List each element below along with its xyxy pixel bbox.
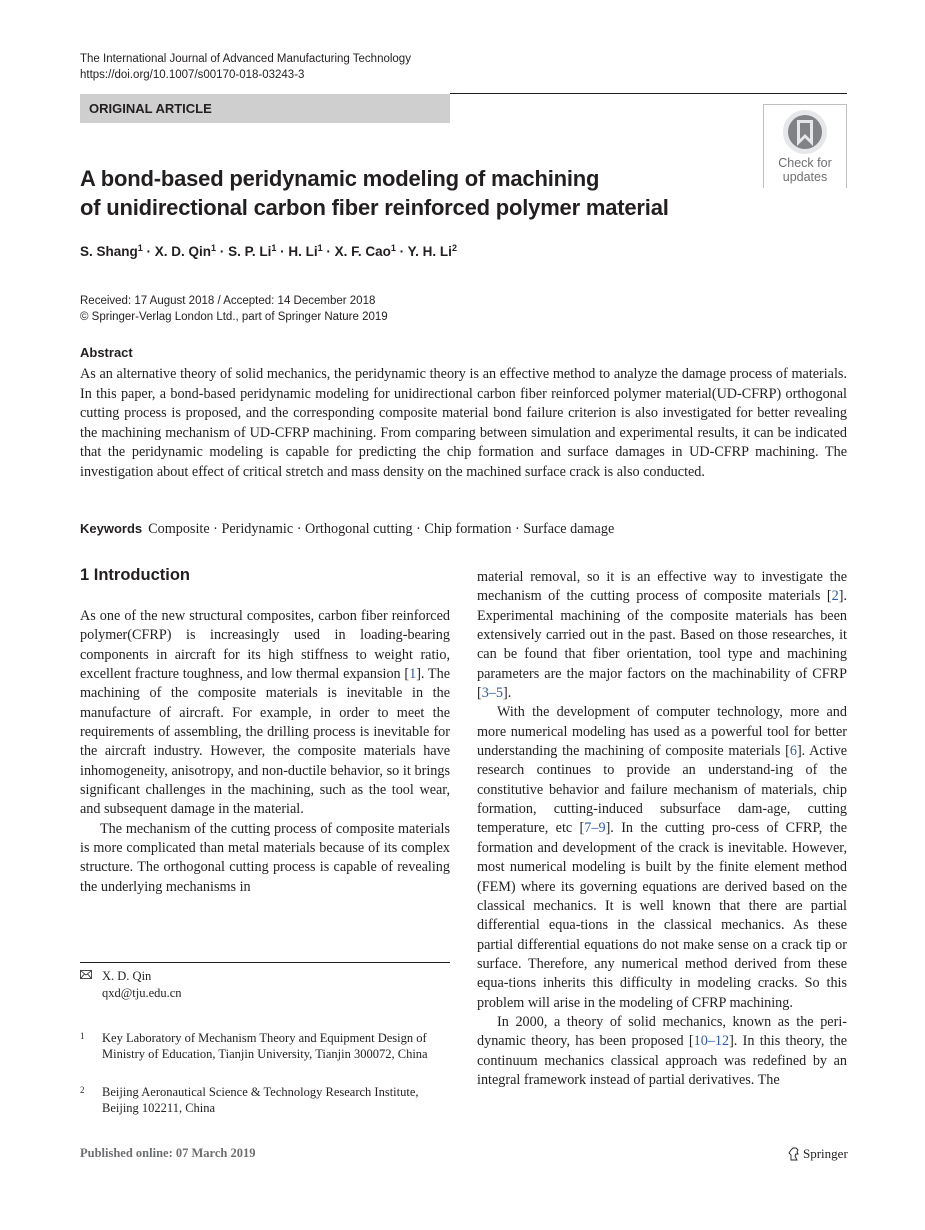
citation-link[interactable]: 3–5	[481, 685, 504, 702]
author-name[interactable]: H. Li	[288, 244, 318, 259]
paragraph-text: ]. Active research continues to provide an understand-ing of the constitutive behavior and failure mechanism of materials, chip formation, cutting-induced subsurface dam-age, cutting temperature, etc [	[477, 743, 847, 837]
abstract-body: As an alternative theory of solid mechanics, the peridynamic theory is an effective method to analyze the damage process of materials. In this paper, a bond-based peridynamic modeling for unidirectional carbon fiber reinforced polymer material(UD-CFRP) orthogonal cutting process is proposed, and the corresponding composite material bond failure criterion is also investigated for better revealing the machining mechanism of UD-CFRP machining. From comparing between simulation and experimental results, it can be indicated that the peridynamic modeling is capable for predicting the chip formation and surface damages in UD-CFRP machining. The investigation about effect of critical stretch and mass density on the machined surface crack is also conducted.	[80, 366, 847, 480]
citation-link[interactable]: 2	[831, 588, 839, 605]
author-affiliation-mark: 1	[211, 243, 217, 253]
paragraph-text: As one of the new structural composites, carbon fiber reinforced polymer(CFRP) is increasingly used in loading-bearing components in aircraft for its high stiffness to weight ratio, excellent fracture toughness, and low thermal expansion [	[80, 608, 450, 683]
title-line-1: A bond-based peridynamic modeling of machining	[80, 166, 600, 191]
check-updates-line1: Check for	[778, 156, 832, 170]
author-name[interactable]: S. Shang	[80, 244, 138, 259]
journal-header	[80, 51, 411, 83]
author-affiliation-mark: 2	[451, 243, 457, 253]
check-updates-line2: updates	[782, 170, 828, 184]
corresponding-author	[80, 968, 182, 1002]
envelope-icon	[80, 970, 92, 979]
affiliation-number: 1	[80, 1031, 85, 1041]
springer-horse-icon	[788, 1147, 800, 1161]
affiliation-2	[80, 1084, 450, 1116]
left-column	[80, 607, 450, 897]
citation-link[interactable]: 6	[789, 743, 797, 760]
footnote-rule	[80, 962, 450, 963]
section-heading-introduction: 1 Introduction	[80, 566, 190, 584]
paragraph	[477, 568, 847, 703]
header-rule	[450, 93, 847, 94]
paragraph	[477, 703, 847, 1013]
keywords	[80, 521, 614, 538]
paragraph-text: ]. The machining of the composite materials is inevitable in the manufacture of aircraft. For example, in order to meet the requirements of assembling, the drilling process is inevitable for the aircraft industry. However, the composite materials have inhomogeneity, anisotropy, and non-ductile behavior, so it brings significant challenges in the machining, such as the tool wear, and subsequent damage in the material.	[80, 666, 450, 818]
author-list	[80, 243, 457, 259]
author-affiliation-mark: 1	[271, 243, 277, 253]
keywords-list: Composite · Peridynamic · Orthogonal cutting · Chip formation · Surface damage	[148, 521, 615, 537]
article-title	[80, 164, 730, 222]
title-line-2: of unidirectional carbon fiber reinforced polymer material	[80, 195, 669, 220]
paragraph-text: ].	[503, 685, 512, 702]
paragraph-text: ]. In this theory, the continuum mechanics classical approach was redefined by an integral framework instead of partial derivatives. The	[477, 1033, 847, 1088]
author-name[interactable]: X. F. Cao	[334, 244, 391, 259]
article-type-label: ORIGINAL ARTICLE	[80, 94, 450, 123]
author-separator: ·	[216, 244, 229, 259]
publisher-name: Springer	[803, 1146, 848, 1161]
author-affiliation-mark: 1	[317, 243, 323, 253]
paragraph	[477, 1013, 847, 1090]
affiliation-text: Key Laboratory of Mechanism Theory and Equipment Design of Ministry of Education, Tianjin University, Tianjin 300072, China	[102, 1031, 428, 1061]
affiliation-text: Beijing Aeronautical Science & Technology Research Institute, Beijing 102211, China	[102, 1085, 419, 1115]
author-name[interactable]: S. P. Li	[228, 244, 272, 259]
affiliation-number: 2	[80, 1085, 85, 1095]
paragraph	[80, 607, 450, 820]
author-separator: ·	[395, 244, 408, 259]
doi-link[interactable]: https://doi.org/10.1007/s00170-018-03243-3	[80, 69, 305, 81]
citation-link[interactable]: 10–12	[693, 1033, 730, 1050]
check-for-updates-badge[interactable]	[763, 104, 847, 188]
received-accepted-dates: Received: 17 August 2018 / Accepted: 14 December 2018	[80, 295, 376, 307]
author-affiliation-mark: 1	[137, 243, 143, 253]
paragraph-text: In 2000, a theory of solid mechanics, known as the peri-dynamic theory, has been proposed [	[477, 1013, 847, 1050]
author-separator: ·	[276, 244, 289, 259]
keywords-heading: Keywords	[80, 521, 143, 536]
right-column	[477, 568, 847, 1090]
paragraph-text: material removal, so it is an effective way to investigate the mechanism of the cutting process of composite materials [	[477, 569, 847, 605]
publication-dates	[80, 293, 388, 325]
corresponding-author-name: X. D. Qin	[102, 969, 152, 983]
author-affiliation-mark: 1	[390, 243, 396, 253]
check-updates-icon	[781, 108, 829, 156]
published-online-date: Published online: 07 March 2019	[80, 1146, 256, 1160]
affiliation-1	[80, 1030, 450, 1062]
author-name[interactable]: X. D. Qin	[154, 244, 212, 259]
publisher-logo	[788, 1146, 848, 1162]
author-separator: ·	[322, 244, 335, 259]
citation-link[interactable]: 7–9	[584, 820, 606, 837]
author-name[interactable]: Y. H. Li	[407, 244, 452, 259]
paragraph-text: With the development of computer technology, more and more numerical modeling has used as a powerful tool for better understanding the machining of composite materials [	[477, 704, 847, 760]
paragraph: The mechanism of the cutting process of composite materials is more complicated than metal materials because of its complex structure. The orthogonal cutting process is capable of revealing the underlying mechanisms in	[80, 820, 450, 895]
journal-name: The International Journal of Advanced Manufacturing Technology	[80, 53, 411, 65]
corresponding-author-email[interactable]: qxd@tju.edu.cn	[102, 986, 182, 1000]
citation-link[interactable]: 1	[409, 666, 417, 683]
abstract-heading: Abstract	[80, 345, 133, 360]
author-separator: ·	[142, 244, 155, 259]
paragraph-text: ]. In the cutting pro-cess of CFRP, the formation and development of the crack is inevitable. However, most numerical modeling is built by the finite element method (FEM) where its governing equations are derived based on the classical mechanics. It is well known that there are partial differential equa-tions in the classical mechanics. As these partial differential equations do not make sense on a crack tip or surface. Therefore, any numerical method derived from these equa-tions inherits this difficulty in modeling cracks. So this problem will arise in the modeling of CFRP machining.	[477, 820, 847, 1011]
paragraph-text: ]. Experimental machining of the composite materials has been extensively carried out in the past. Based on those researches, it can be found that fiber orientation, tool type and machining parameters are the major factors on the machinability of CFRP [	[477, 588, 847, 702]
copyright-notice: © Springer-Verlag London Ltd., part of Springer Nature 2019	[80, 311, 388, 323]
